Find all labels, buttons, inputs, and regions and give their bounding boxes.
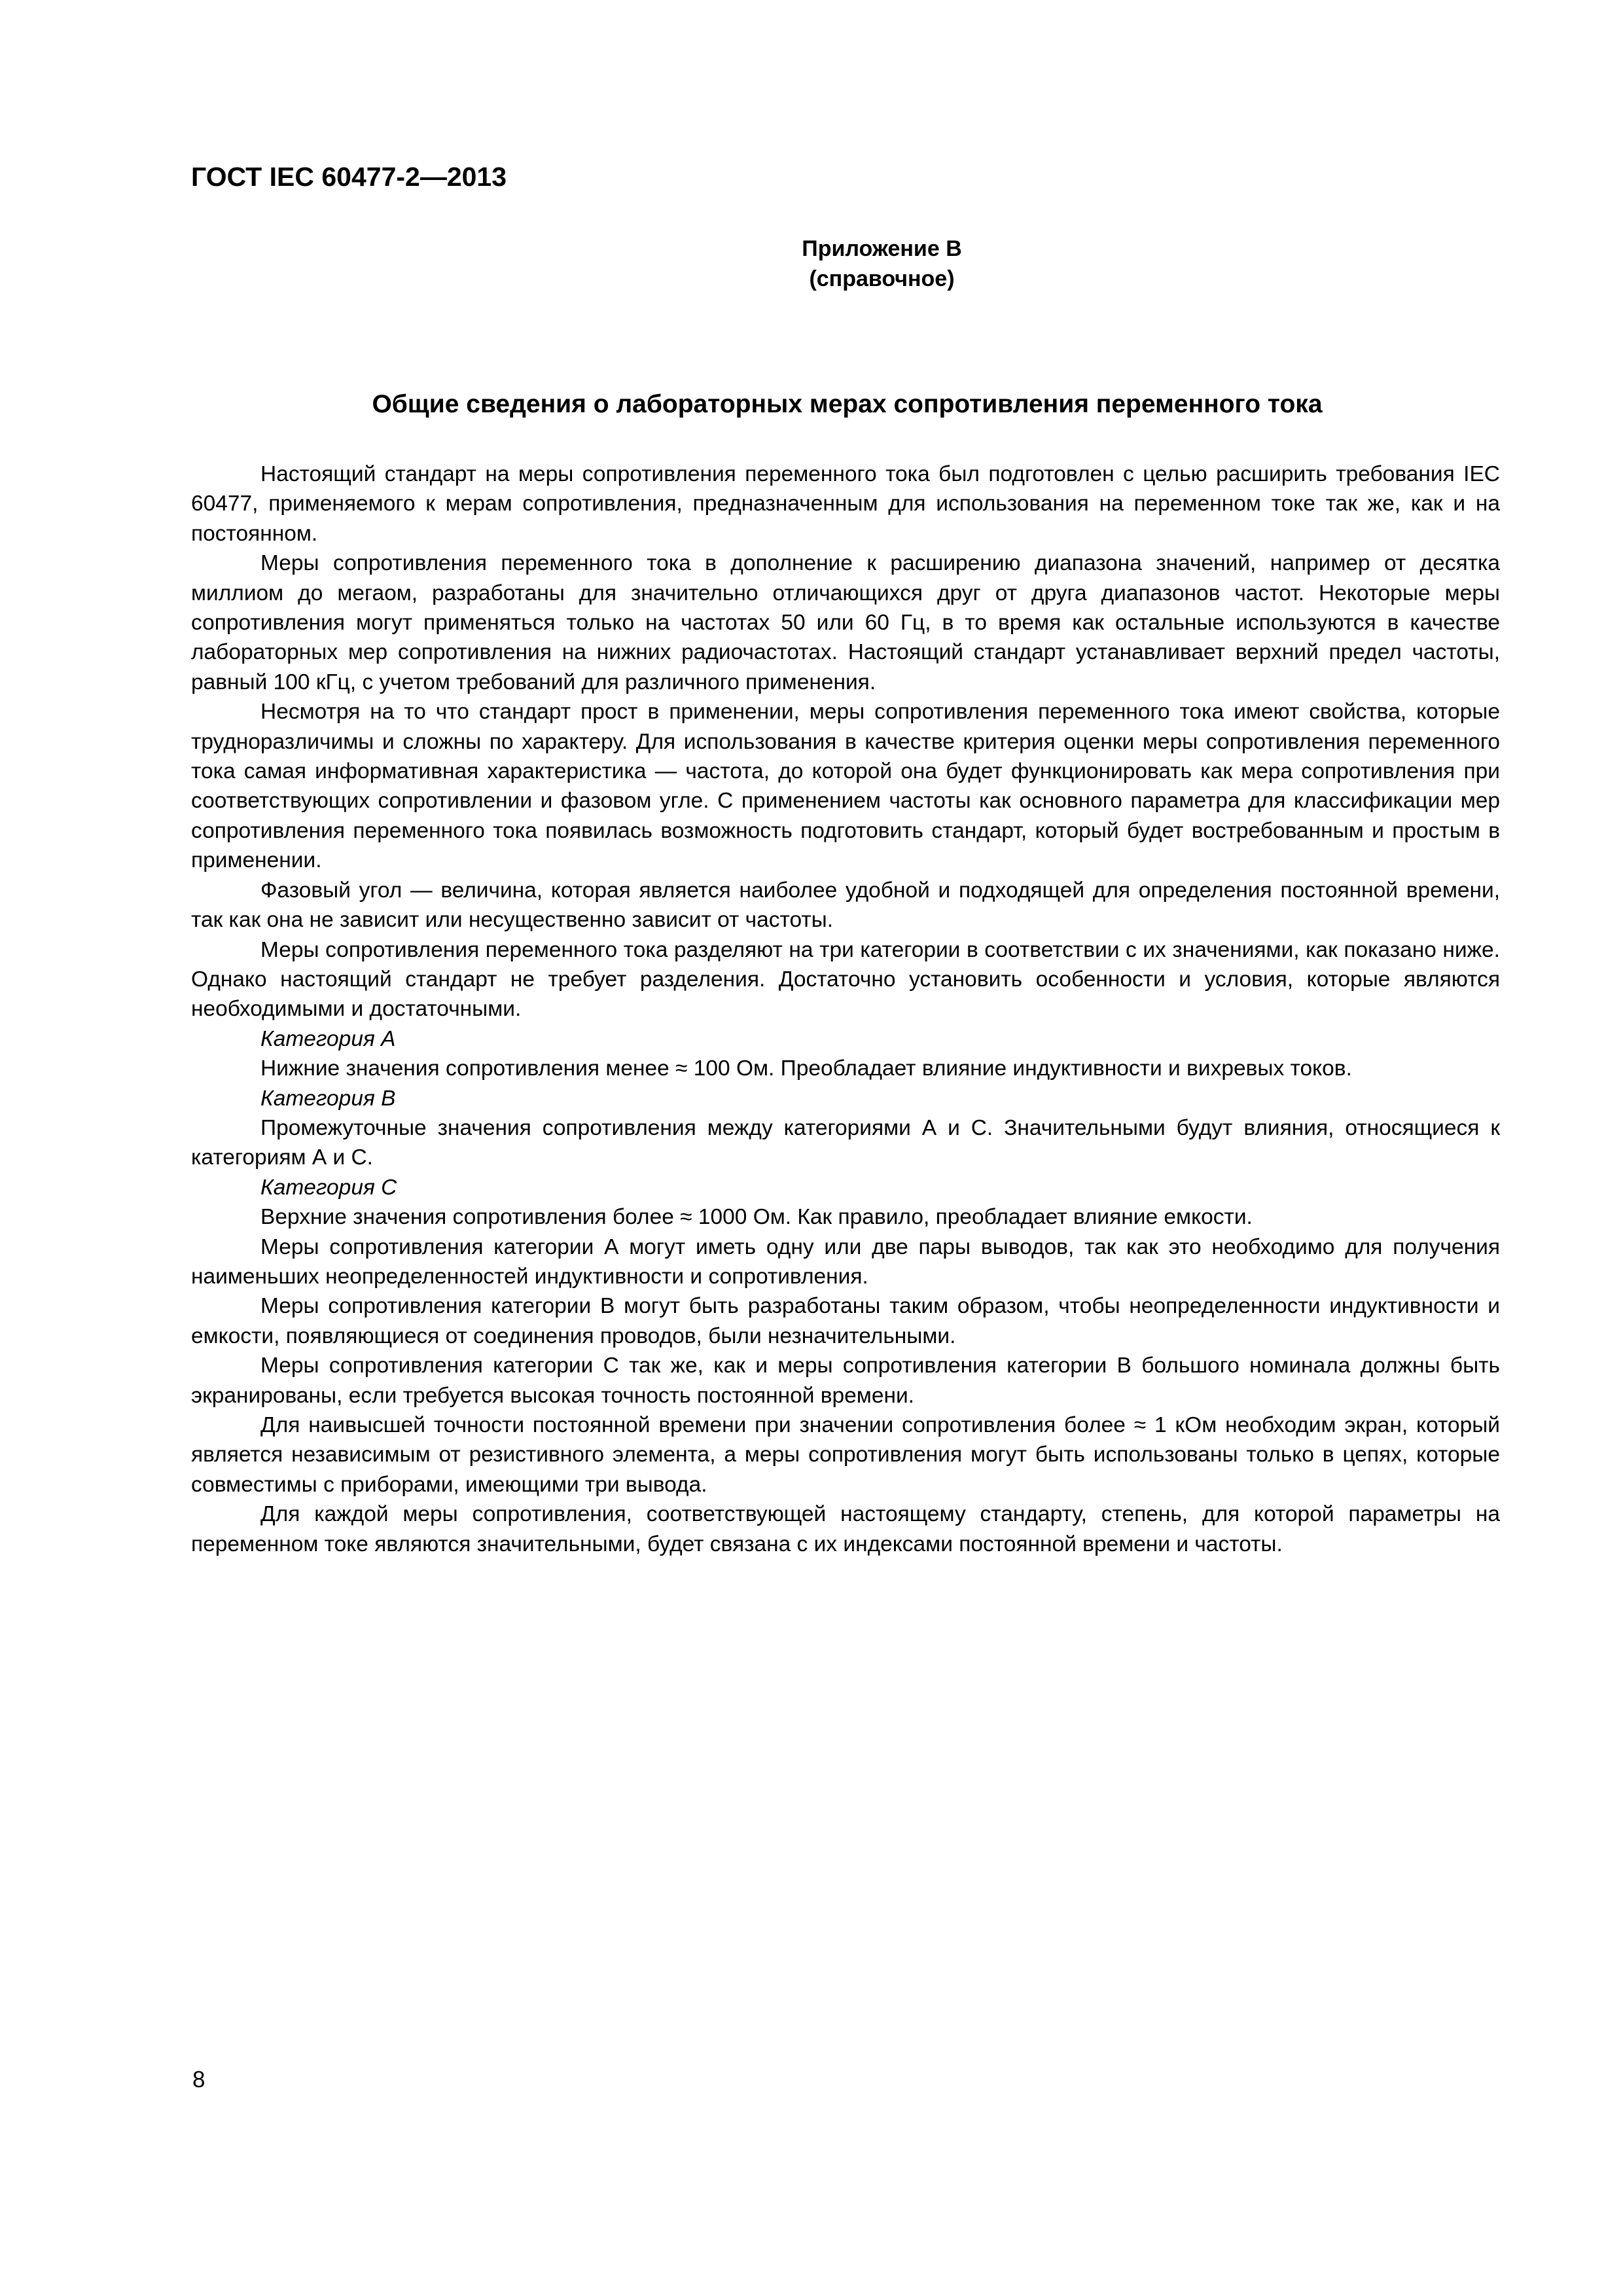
standard-id-header: ГОСТ IEC 60477-2—2013 xyxy=(191,162,507,192)
annex-type: (справочное) xyxy=(809,266,955,291)
paragraph: Меры сопротивления категории А могут иметь одну или две пары выводов, так как это необходимо для получения наименьших неопределенностей индуктивности и сопротивления. xyxy=(191,1234,1500,1289)
paragraph: Фазовый угол — величина, которая является наиболее удобной и подходящей для определения постоянной времени, так как она не зависит или несущественно зависит от частоты. xyxy=(191,878,1500,933)
annex-heading xyxy=(0,234,1623,294)
paragraph: Меры сопротивления категории В могут быть разработаны таким образом, чтобы неопределенности индуктивности и емкости, появляющиеся от соединения проводов, были незначительными. xyxy=(191,1294,1500,1348)
section-title: Общие сведения о лабораторных мерах сопротивления переменного тока xyxy=(372,390,1323,418)
paragraph: Нижние значения сопротивления менее ≈ 100 Ом. Преобладает влияние индуктивности и вихревых токов. xyxy=(260,1056,1352,1081)
annex-title: Приложение В xyxy=(802,236,962,261)
page-number: 8 xyxy=(192,2067,205,2092)
paragraph: Для каждой меры сопротивления, соответствующей настоящему стандарту, степень, для которой параметры на переменном токе являются значительными, будет связана с их индексами постоянной времени и частоты. xyxy=(191,1502,1500,1556)
paragraph: Для наивысшей точности постоянной времени при значении сопротивления более ≈ 1 кОм необходим экран, который является независимым от резистивного элемента, а меры сопротивления могут быть использованы только в цепях, которые совместимы с приборами, имеющими три вывода. xyxy=(191,1413,1500,1497)
paragraph: Настоящий стандарт на меры сопротивления переменного тока был подготовлен с целью расширить требования IEC 60477, применяемого к мерам сопротивления, предназначенным для использования на переменном токе так же, как и на постоянном. xyxy=(191,462,1500,546)
category-c-heading: Категория С xyxy=(260,1175,397,1200)
category-b-heading: Категория В xyxy=(260,1086,396,1111)
paragraph: Верхние значения сопротивления более ≈ 1000 Ом. Как правило, преобладает влияние емкости. xyxy=(260,1205,1253,1230)
paragraph: Меры сопротивления переменного тока в дополнение к расширению диапазона значений, например от десятка миллиом до мегаом, разработаны для значительно отличающихся друг от друга диапазонов частот. Некоторые меры сопротивления могут применяться только на частотах 50 или 60 Гц, в то время как остальные используются в качестве лабораторных мер сопротивления на нижних радиочастотах. Настоящий стандарт устанавливает верхний предел частоты, равный 100 кГц, с учетом требований для различного применения. xyxy=(191,551,1500,694)
paragraph: Несмотря на то что стандарт прост в применении, меры сопротивления переменного тока имеют свойства, которые трудноразличимы и сложны по характеру. Для использования в качестве критерия оценки меры сопротивления переменного тока самая информативная характеристика — частота, до которой она будет функционировать как мера сопротивления при соответствующих сопротивлении и фазовом угле. С применением частоты как основного параметра для классификации мер сопротивления переменного тока появилась возможность подготовить стандарт, который будет востребованным и простым в применении. xyxy=(191,700,1500,873)
paragraph: Меры сопротивления категории С так же, как и меры сопротивления категории В большого номинала должны быть экранированы, если требуется высокая точность постоянной времени. xyxy=(191,1354,1500,1408)
paragraph: Меры сопротивления переменного тока разделяют на три категории в соответствии с их значениями, как показано ниже. Однако настоящий стандарт не требует разделения. Достаточно установить особенности и условия, которые являются необходимыми и достаточными. xyxy=(191,937,1500,1022)
body-text xyxy=(191,459,1500,1559)
paragraph: Промежуточные значения сопротивления между категориями А и С. Значительными будут влияния, относящиеся к категориям А и С. xyxy=(191,1115,1500,1170)
category-a-heading: Категория А xyxy=(260,1026,396,1051)
